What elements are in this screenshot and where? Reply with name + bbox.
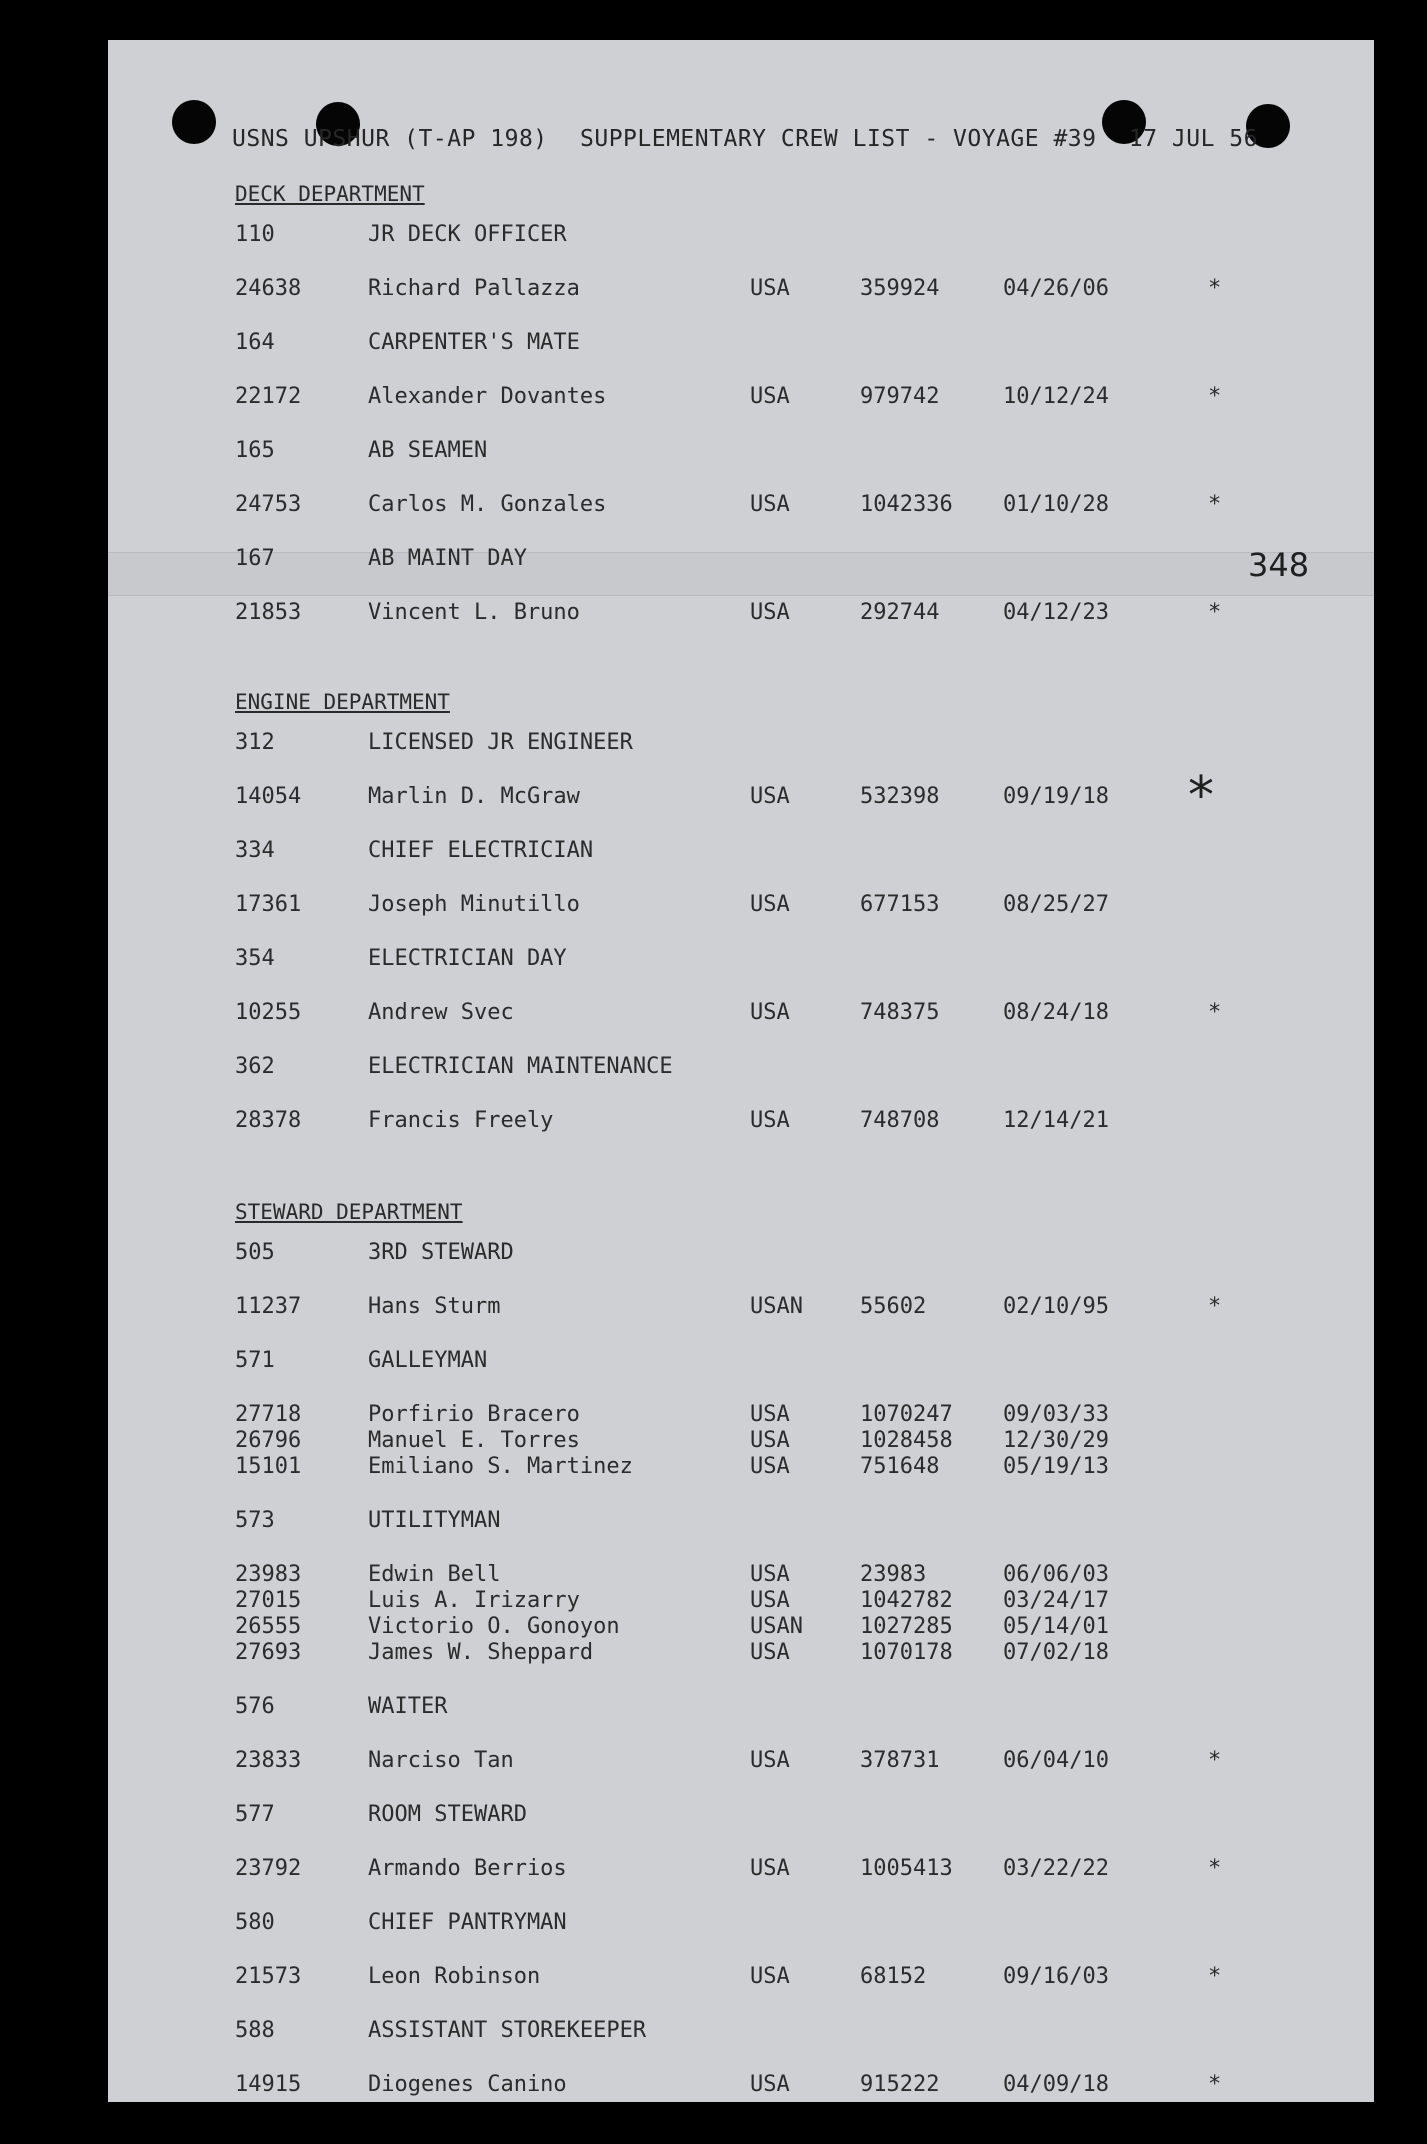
department-heading: DECK DEPARTMENT [235, 182, 425, 206]
position-code: 312 [235, 730, 275, 755]
crew-mark: * [1208, 1964, 1222, 1989]
crew-number: 24638 [235, 276, 302, 301]
crew-id: 55602 [860, 1294, 927, 1319]
crew-name: Hans Sturm [368, 1294, 501, 1319]
crew-number: 17361 [235, 892, 302, 917]
crew-date: 03/24/17 [1003, 1588, 1109, 1613]
crew-citizenship: USA [750, 276, 790, 301]
crew-name: James W. Sheppard [368, 1640, 594, 1665]
crew-number: 22172 [235, 384, 302, 409]
position-row [108, 730, 1374, 756]
position-row [108, 330, 1374, 356]
crew-citizenship: USAN [750, 1614, 803, 1639]
crew-number: 23983 [235, 1562, 302, 1587]
crew-name: Carlos M. Gonzales [368, 492, 607, 517]
crew-citizenship: USA [750, 1640, 790, 1665]
crew-number: 11237 [235, 1294, 302, 1319]
crew-id: 1070247 [860, 1402, 953, 1427]
position-code: 580 [235, 1910, 275, 1935]
crew-date: 04/12/23 [1003, 600, 1109, 625]
position-row [108, 946, 1374, 972]
crew-citizenship: USA [750, 1428, 790, 1453]
position-title: GALLEYMAN [368, 1348, 488, 1373]
position-code: 588 [235, 2018, 275, 2043]
position-title: WAITER [368, 1694, 448, 1719]
position-code: 505 [235, 1240, 275, 1265]
crew-citizenship: USA [750, 1454, 790, 1479]
crew-id: 378731 [860, 1748, 940, 1773]
crew-number: 27015 [235, 1588, 302, 1613]
crew-row [108, 1588, 1374, 1614]
crew-citizenship: USA [750, 1402, 790, 1427]
crew-date: 06/04/10 [1003, 1748, 1109, 1773]
crew-date: 07/02/18 [1003, 1640, 1109, 1665]
crew-name: Marlin D. McGraw [368, 784, 580, 809]
crew-id: 292744 [860, 600, 940, 625]
crew-number: 15101 [235, 1454, 302, 1479]
position-row [108, 1240, 1374, 1266]
crew-date: 09/16/03 [1003, 1964, 1109, 1989]
crew-date: 03/22/22 [1003, 1856, 1109, 1881]
crew-number: 23833 [235, 1748, 302, 1773]
crew-date: 09/03/33 [1003, 1402, 1109, 1427]
crew-date: 10/12/24 [1003, 384, 1109, 409]
crew-id: 1028458 [860, 1428, 953, 1453]
crew-number: 26555 [235, 1614, 302, 1639]
crew-mark: * [1208, 384, 1222, 409]
crew-citizenship: USA [750, 892, 790, 917]
crew-mark: * [1208, 492, 1222, 517]
crew-number: 27693 [235, 1640, 302, 1665]
crew-row [108, 892, 1374, 918]
crew-mark: * [1208, 1000, 1222, 1025]
punch-hole-icon [172, 100, 216, 144]
crew-date: 04/26/06 [1003, 276, 1109, 301]
crew-name: Edwin Bell [368, 1562, 501, 1587]
crew-id: 1027285 [860, 1614, 953, 1639]
crew-id: 532398 [860, 784, 940, 809]
crew-row [108, 1428, 1374, 1454]
crew-citizenship: USA [750, 1562, 790, 1587]
crew-name: Victorio O. Gonoyon [368, 1614, 620, 1639]
crew-mark: * [1208, 1294, 1222, 1319]
position-row [108, 1054, 1374, 1080]
crew-row [108, 600, 1374, 626]
crew-row [108, 1748, 1374, 1774]
crew-mark: * [1208, 2072, 1222, 2097]
position-code: 167 [235, 546, 275, 571]
crew-name: Joseph Minutillo [368, 892, 580, 917]
crew-row [108, 2072, 1374, 2098]
crew-row [108, 1402, 1374, 1428]
position-row [108, 1910, 1374, 1936]
position-row [108, 1508, 1374, 1534]
crew-id: 1005413 [860, 1856, 953, 1881]
crew-id: 359924 [860, 276, 940, 301]
position-title: LICENSED JR ENGINEER [368, 730, 633, 755]
check-mark: * [1188, 766, 1214, 826]
crew-row [108, 1000, 1374, 1026]
crew-name: Vincent L. Bruno [368, 600, 580, 625]
crew-row [108, 492, 1374, 518]
position-title: ROOM STEWARD [368, 1802, 527, 1827]
position-code: 334 [235, 838, 275, 863]
crew-id: 1042782 [860, 1588, 953, 1613]
position-title: CHIEF PANTRYMAN [368, 1910, 567, 1935]
crew-number: 21573 [235, 1964, 302, 1989]
crew-name: Narciso Tan [368, 1748, 514, 1773]
position-row [108, 222, 1374, 248]
crew-citizenship: USA [750, 1964, 790, 1989]
crew-mark: * [1208, 600, 1222, 625]
crew-id: 979742 [860, 384, 940, 409]
position-title: 3RD STEWARD [368, 1240, 514, 1265]
crew-citizenship: USA [750, 1000, 790, 1025]
crew-row [108, 1856, 1374, 1882]
crew-list-sheet [108, 40, 1374, 2102]
crew-date: 08/24/18 [1003, 1000, 1109, 1025]
position-code: 110 [235, 222, 275, 247]
crew-id: 748375 [860, 1000, 940, 1025]
crew-mark: * [1208, 276, 1222, 301]
position-code: 362 [235, 1054, 275, 1079]
position-code: 573 [235, 1508, 275, 1533]
crew-number: 27718 [235, 1402, 302, 1427]
position-title: ELECTRICIAN DAY [368, 946, 567, 971]
crew-date: 05/19/13 [1003, 1454, 1109, 1479]
list-header [232, 126, 1276, 152]
crew-date: 02/10/95 [1003, 1294, 1109, 1319]
position-title: CHIEF ELECTRICIAN [368, 838, 594, 863]
position-code: 165 [235, 438, 275, 463]
position-title: AB SEAMEN [368, 438, 488, 463]
crew-name: Manuel E. Torres [368, 1428, 580, 1453]
crew-date: 05/14/01 [1003, 1614, 1109, 1639]
crew-row [108, 1562, 1374, 1588]
crew-citizenship: USA [750, 1108, 790, 1133]
crew-number: 28378 [235, 1108, 302, 1133]
crew-id: 68152 [860, 1964, 927, 1989]
crew-number: 10255 [235, 1000, 302, 1025]
crew-number: 23792 [235, 1856, 302, 1881]
crew-id: 915222 [860, 2072, 940, 2097]
crew-row [108, 1108, 1374, 1134]
position-title: JR DECK OFFICER [368, 222, 567, 247]
crew-number: 14054 [235, 784, 302, 809]
crew-date: 12/30/29 [1003, 1428, 1109, 1453]
crew-id: 751648 [860, 1454, 940, 1479]
crew-number: 14915 [235, 2072, 302, 2097]
crew-date: 04/09/18 [1003, 2072, 1109, 2097]
crew-citizenship: USA [750, 2072, 790, 2097]
position-row [108, 838, 1374, 864]
crew-name: Diogenes Canino [368, 2072, 567, 2097]
crew-name: Leon Robinson [368, 1964, 541, 1989]
crew-mark: * [1208, 1856, 1222, 1881]
crew-name: Porfirio Bracero [368, 1402, 580, 1427]
crew-name: Luis A. Irizarry [368, 1588, 580, 1613]
crew-id: 1042336 [860, 492, 953, 517]
position-code: 354 [235, 946, 275, 971]
position-title: CARPENTER'S MATE [368, 330, 580, 355]
crew-id: 748708 [860, 1108, 940, 1133]
crew-number: 21853 [235, 600, 302, 625]
crew-number: 26796 [235, 1428, 302, 1453]
list-date: 17 JUL 56 [1128, 126, 1258, 152]
position-row [108, 546, 1374, 572]
position-code: 571 [235, 1348, 275, 1373]
list-title: SUPPLEMENTARY CREW LIST - VOYAGE #39 [580, 126, 1097, 152]
position-title: ASSISTANT STOREKEEPER [368, 2018, 647, 2043]
position-title: AB MAINT DAY [368, 546, 527, 571]
department-heading: STEWARD DEPARTMENT [235, 1200, 463, 1224]
crew-row [108, 1454, 1374, 1480]
crew-row [108, 1640, 1374, 1666]
crew-date: 12/14/21 [1003, 1108, 1109, 1133]
position-title: ELECTRICIAN MAINTENANCE [368, 1054, 673, 1079]
crew-citizenship: USA [750, 1856, 790, 1881]
crew-date: 06/06/03 [1003, 1562, 1109, 1587]
position-row [108, 438, 1374, 464]
crew-name: Francis Freely [368, 1108, 554, 1133]
crew-id: 1070178 [860, 1640, 953, 1665]
crew-citizenship: USAN [750, 1294, 803, 1319]
crew-mark: * [1208, 1748, 1222, 1773]
ship-name: USNS UPSHUR (T-AP 198) [232, 126, 548, 152]
crew-id: 23983 [860, 1562, 927, 1587]
crew-row [108, 1964, 1374, 1990]
crew-row [108, 276, 1374, 302]
crew-date: 01/10/28 [1003, 492, 1109, 517]
page-number: 348 [1248, 546, 1310, 584]
crew-row [108, 784, 1374, 810]
department-heading: ENGINE DEPARTMENT [235, 690, 450, 714]
crew-citizenship: USA [750, 600, 790, 625]
crew-row [108, 384, 1374, 410]
crew-row [108, 1614, 1374, 1640]
crew-name: Richard Pallazza [368, 276, 580, 301]
crew-date: 09/19/18 [1003, 784, 1109, 809]
position-code: 576 [235, 1694, 275, 1719]
crew-id: 677153 [860, 892, 940, 917]
crew-citizenship: USA [750, 492, 790, 517]
crew-name: Armando Berrios [368, 1856, 567, 1881]
crew-number: 24753 [235, 492, 302, 517]
crew-name: Alexander Dovantes [368, 384, 607, 409]
crew-row [108, 1294, 1374, 1320]
position-row [108, 1348, 1374, 1374]
crew-name: Emiliano S. Martinez [368, 1454, 633, 1479]
position-row [108, 1802, 1374, 1828]
crew-citizenship: USA [750, 1588, 790, 1613]
crew-date: 08/25/27 [1003, 892, 1109, 917]
crew-citizenship: USA [750, 384, 790, 409]
crew-citizenship: USA [750, 1748, 790, 1773]
crew-name: Andrew Svec [368, 1000, 514, 1025]
position-code: 577 [235, 1802, 275, 1827]
position-row [108, 1694, 1374, 1720]
position-code: 164 [235, 330, 275, 355]
position-row [108, 2018, 1374, 2044]
position-title: UTILITYMAN [368, 1508, 501, 1533]
crew-citizenship: USA [750, 784, 790, 809]
